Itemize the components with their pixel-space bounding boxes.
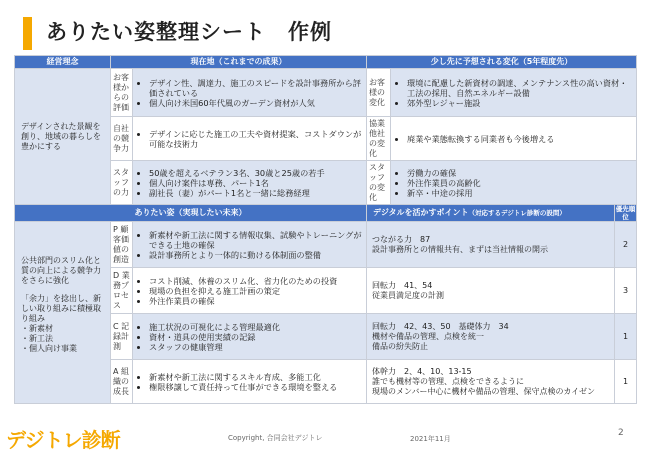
list-item: • 個人向け米国60年代風のガーデン資材が人気 <box>149 98 362 108</box>
list-item: • 設計事務所とより一体的に動ける体制面の整備 <box>149 250 362 260</box>
current-staff <box>133 161 367 205</box>
list-item: • 廃業や業態転換する同業者も今後増える <box>407 134 632 144</box>
list-item: • デザイン性、調達力、施工のスピードを設計事務所から評価されている <box>149 78 362 98</box>
list-item: • 権限移譲して責任持って仕事ができる環境を整える <box>149 382 362 392</box>
list-item: • 労働力の確保 <box>407 168 632 178</box>
header-change: 少し先に予想される変化（5年程度先） <box>367 56 637 69</box>
list-item: • 50歳を超えるベテラン3名、30歳と25歳の若手 <box>149 168 362 178</box>
list-item: • 外注作業員の確保 <box>149 296 362 306</box>
digital-d <box>367 268 615 314</box>
ideal-item: ・新工法 <box>21 334 53 343</box>
header-digital <box>367 205 615 222</box>
title-accent-bar <box>23 17 32 50</box>
label-staff-change: スタッフの変化 <box>367 161 391 205</box>
priority-a: 1 <box>615 360 637 404</box>
philosophy-text: デザインされた景観を創り、地域の暮らしを豊かにする <box>15 69 111 205</box>
header-digital-title: デジタルを活かすポイント <box>373 208 469 217</box>
ideal-item: ・新素材 <box>21 324 53 333</box>
label-customer-change: お客様の変化 <box>367 69 391 117</box>
list-item: • 外注作業員の高齢化 <box>407 178 632 188</box>
change-customer <box>391 69 637 117</box>
digital-line: 設計事務所との情報共有、まずは当社情報の開示 <box>372 244 548 254</box>
label-perspective-d: D 業務プロセス <box>111 268 133 314</box>
list-item: • 資材・道具の使用実績の記録 <box>149 332 362 342</box>
list-item: • 個人向け案件は専務、パート1名 <box>149 178 362 188</box>
list-item: • 現場の負担を抑える施工計画の策定 <box>149 286 362 296</box>
list-item: • コスト削減、休養のスリム化、省力化のための投資 <box>149 276 362 286</box>
header-current: 現在地（これまでの成果） <box>111 56 367 69</box>
change-partner <box>391 117 637 161</box>
label-staff-power: スタッフの力 <box>111 161 133 205</box>
label-perspective-a: A 組織の成長 <box>111 360 133 404</box>
ideal-summary-line2: 「余力」を捻出し、新しい取り組みに積極取り組み <box>21 294 101 323</box>
digital-line: つながる力 87 <box>372 234 431 244</box>
digital-line: 回転力 42、43、50 基礎体力 34 <box>372 321 509 331</box>
ideal-c <box>133 314 367 360</box>
digital-line: 従業員満足度の計測 <box>372 290 444 300</box>
digital-line: 備品の紛失防止 <box>372 341 428 351</box>
ideal-p <box>133 222 367 268</box>
footer-copyright: Copyright, 合同会社デジトレ <box>228 434 323 442</box>
list-item: • 環境に配慮した新資材の調達、メンテナンス性の高い資材・工法の採用、自然エネルギー設備 <box>407 78 632 98</box>
page-title: ありたい姿整理シート 作例 <box>46 20 332 44</box>
label-partner-change: 協業他社の変化 <box>367 117 391 161</box>
list-item: • 新素材や新工法に関する情報収集、試験やトレーニングができる土地の確保 <box>149 230 362 250</box>
list-item: • スタッフの健康管理 <box>149 342 362 352</box>
digital-line: 体幹力 2、4、10、13-15 <box>372 366 472 376</box>
digital-line: 機材や備品の管理、点検を統一 <box>372 331 484 341</box>
priority-p: 2 <box>615 222 637 268</box>
header-priority: 優先順位 <box>615 205 636 221</box>
header-ideal: ありたい姿（実現したい未来） <box>15 205 367 222</box>
label-perspective-p: P 顧客価値の創造 <box>111 222 133 268</box>
ideal-summary <box>15 222 111 404</box>
label-competitiveness: 自社の競争力 <box>111 117 133 161</box>
digital-line: 回転力 41、54 <box>372 280 433 290</box>
list-item: • 副社長（妻）がパート1名と一緒に総務経理 <box>149 188 362 198</box>
list-item: • 郊外型レジャー施設 <box>407 98 632 108</box>
header-philosophy: 経営理念 <box>15 56 111 69</box>
priority-c: 1 <box>615 314 637 360</box>
priority-d: 3 <box>615 268 637 314</box>
ideal-a <box>133 360 367 404</box>
ideal-item: ・個人向け事業 <box>21 344 77 353</box>
list-item: • 新素材や新工法に関するスキル育成、多能工化 <box>149 372 362 382</box>
digital-c <box>367 314 615 360</box>
list-item: • デザインに応じた施工の工夫や資材提案、コストダウンが可能な技術力 <box>149 129 362 149</box>
header-digital-subtitle: （対応するデジトレ診断の設問） <box>468 209 566 217</box>
ideal-state-sheet <box>14 55 637 404</box>
digital-p <box>367 222 615 268</box>
footer-logo: デジトレ診断 <box>6 428 120 452</box>
digital-line: 現場のメンバー中心に機材や備品の管理、保守点検のカイゼン <box>372 386 595 396</box>
digital-a <box>367 360 615 404</box>
ideal-summary-line1: 公共部門のスリム化と質の向上による競争力をさらに強化 <box>21 256 101 285</box>
change-staff <box>391 161 637 205</box>
label-perspective-c: C 記録計測 <box>111 314 133 360</box>
current-customer-evaluation <box>133 69 367 117</box>
page-number: 2 <box>618 428 624 438</box>
ideal-d <box>133 268 367 314</box>
footer-date: 2021年11月 <box>410 435 451 443</box>
list-item: • 施工状況の可視化による管理最適化 <box>149 322 362 332</box>
current-competitiveness <box>133 117 367 161</box>
list-item: • 新卒・中途の採用 <box>407 188 632 198</box>
digital-line: 誰でも機材等の管理、点検をできるように <box>372 376 524 386</box>
label-customer-evaluation: お客様からの評価 <box>111 69 133 117</box>
